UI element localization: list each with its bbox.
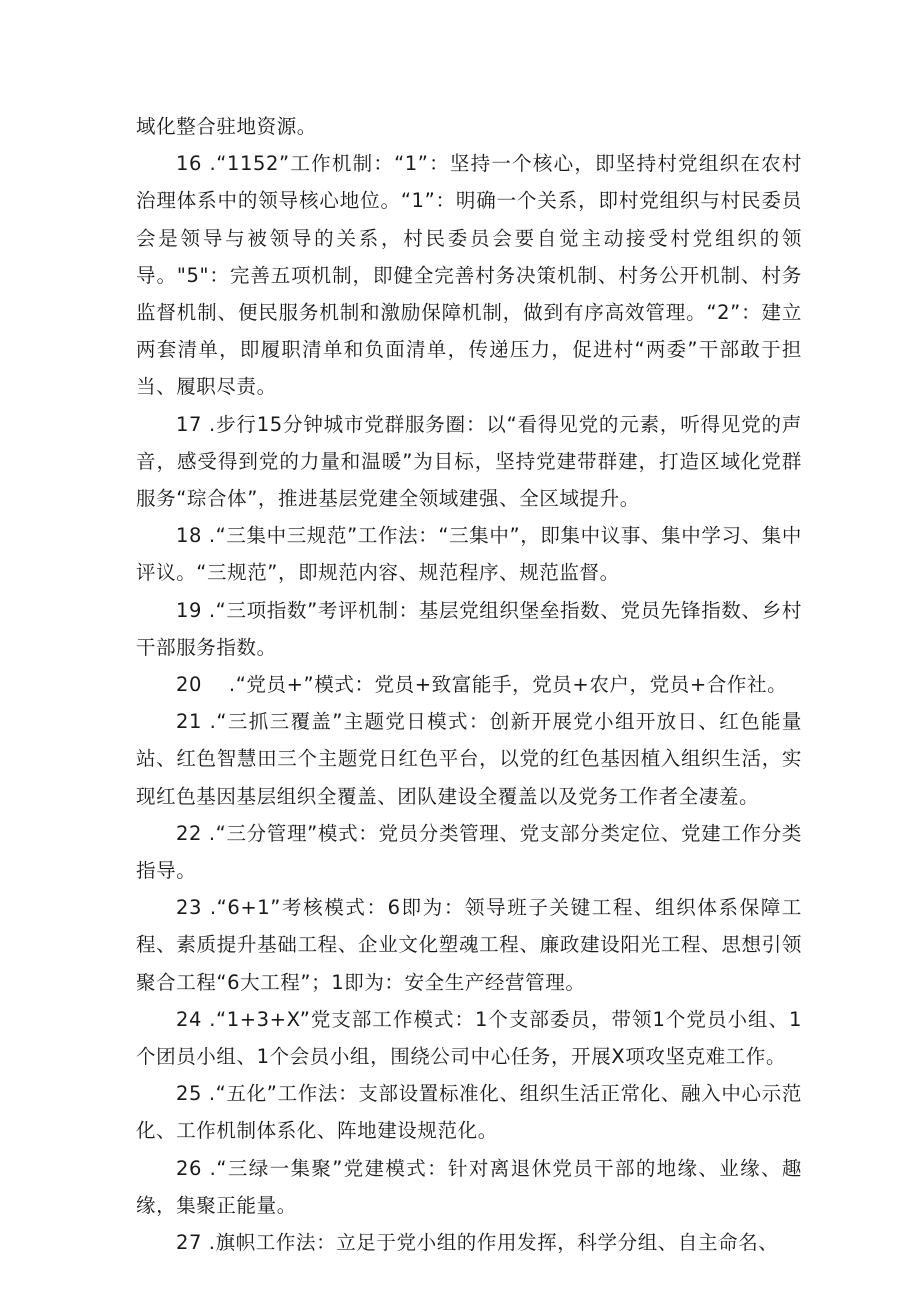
paragraph-23: 23 .“6+1”考核模式：6即为：领导班子关键工程、组织体系保障工程、素质提升基础工程、企业文化塑魂工程、廉政建设阳光工程、思想引领聚合工程“6大工程”；1即为：安全生产经营管理。 [136,896,802,994]
paragraph-17: 17 .步行15分钟城市党群服务圈：以“看得见党的元素，听得见党的声音，感受得到党的力量和温暖”为目标，坚持党建带群建，打造区域化党群服务“琮合体”，推进基层党建全领域建强、全区域提升。 [136,412,802,511]
paragraph-25: 25 .“五化”工作法：支部设置标准化、组织生活正常化、融入中心示范化、工作机制体系化、阵地建设规范化。 [136,1082,802,1143]
paragraph-continued: 域化整合驻地资源。 [136,115,317,138]
paragraph-16: 16 .“1152”工作机制：“1”：坚持一个核心，即坚持村党组织在农村治理体系中的领导核心地位。“1”：明确一个关系，即村党组织与村民委员会是领导与被领导的关系，村民委员会要自觉主动接受村党组织的领导。"5"：完善五项机制，即健全完善村务决策机制、村务公开机制、村务监督机制、便民服务机制和激励保障机制，做到有序高效管理。“2”：建立两套清单，即履职清单和负面清单，传递压力，促进村“两委”干部敢于担当、履职尽责。 [136,152,802,399]
paragraph-27: 27 .旗帜工作法：立足于党小组的作用发挥，科学分组、自主命名、 [176,1231,779,1255]
paragraph-19: 19 .“三项指数”考评机制：基层党组织堡垒指数、党员先锋指数、乡村干部服务指数。 [136,598,802,659]
paragraph-18: 18 .“三集中三规范”工作法：“三集中”，即集中议事、集中学习、集中评议。“三规范”，即规范内容、规范程序、规范监督。 [136,524,802,585]
paragraph-20: 20 .“党员+”模式：党员+致富能手，党员+农户，党员+合作社。 [176,673,788,697]
paragraph-21: 21 .“三抓三覆盖”主题党日模式：创新开展党小组开放日、红色能量站、红色智慧田三个主题党日红色平台，以党的红色基因植入组织生活，实现红色基因基层组织全覆盖、团队建设全覆盖以及党务工作者全凄羞。 [136,710,802,808]
paragraph-22: 22 .“三分管理”模式：党员分类管理、党支部分类定位、党建工作分类指导。 [136,821,802,883]
paragraph-26: 26 .“三绿一集聚”党建模式：针对离退休党员干部的地缘、业缘、趣缘，集聚正能量。 [136,1156,802,1217]
paragraph-24: 24 .“1+3+X”党支部工作模式：1个支部委员，带领1个党员小组、1个团员小组、1个会员小组，围绕公司中心任务，开展X项攻坚克难工作。 [136,1007,802,1069]
